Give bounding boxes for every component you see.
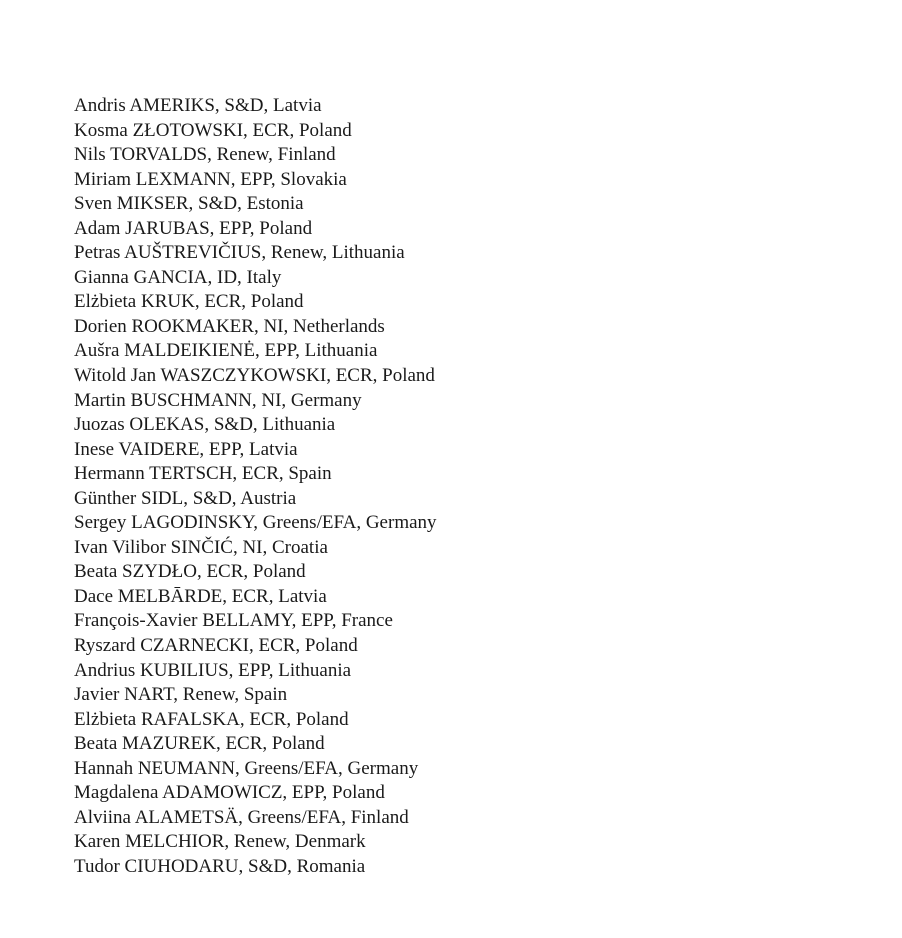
member-entry: Elżbieta KRUK, ECR, Poland	[74, 291, 304, 313]
member-entry: Beata SZYDŁO, ECR, Poland	[74, 561, 306, 583]
member-list	[74, 94, 437, 880]
member-entry: Javier NART, Renew, Spain	[74, 684, 288, 706]
member-entry: Nils TORVALDS, Renew, Finland	[74, 144, 336, 166]
member-entry: Ivan Vilibor SINČIĆ, NI, Croatia	[74, 536, 328, 558]
member-entry: Sven MIKSER, S&D, Estonia	[74, 193, 304, 215]
member-entry: Dorien ROOKMAKER, NI, Netherlands	[74, 315, 385, 337]
member-entry: Andris AMERIKS, S&D, Latvia	[74, 95, 322, 116]
member-entry: Gianna GANCIA, ID, Italy	[74, 266, 282, 288]
member-entry: François-Xavier BELLAMY, EPP, France	[74, 610, 393, 632]
member-entry: Andrius KUBILIUS, EPP, Lithuania	[74, 659, 352, 681]
member-entry: Beata MAZUREK, ECR, Poland	[74, 733, 325, 755]
member-entry: Aušra MALDEIKIENĖ, EPP, Lithuania	[74, 340, 378, 362]
member-entry: Inese VAIDERE, EPP, Latvia	[74, 438, 298, 460]
member-entry: Dace MELBĀRDE, ECR, Latvia	[74, 585, 327, 607]
member-entry: Hannah NEUMANN, Greens/EFA, Germany	[74, 757, 419, 779]
member-entry: Magdalena ADAMOWICZ, EPP, Poland	[74, 782, 385, 804]
member-entry: Martin BUSCHMANN, NI, Germany	[74, 389, 362, 411]
member-entry: Karen MELCHIOR, Renew, Denmark	[74, 831, 366, 853]
member-entry: Elżbieta RAFALSKA, ECR, Poland	[74, 708, 349, 730]
member-entry: Miriam LEXMANN, EPP, Slovakia	[74, 168, 347, 190]
member-entry: Petras AUŠTREVIČIUS, Renew, Lithuania	[74, 242, 405, 264]
member-entry: Witold Jan WASZCZYKOWSKI, ECR, Poland	[74, 365, 435, 387]
member-entry: Juozas OLEKAS, S&D, Lithuania	[74, 414, 336, 436]
member-entry: Kosma ZŁOTOWSKI, ECR, Poland	[74, 119, 352, 141]
member-entry: Sergey LAGODINSKY, Greens/EFA, Germany	[74, 512, 437, 534]
member-entry: Günther SIDL, S&D, Austria	[74, 487, 297, 509]
member-entry: Tudor CIUHODARU, S&D, Romania	[74, 855, 366, 877]
member-entry: Ryszard CZARNECKI, ECR, Poland	[74, 635, 358, 657]
member-entry: Hermann TERTSCH, ECR, Spain	[74, 463, 332, 485]
member-entry: Adam JARUBAS, EPP, Poland	[74, 217, 313, 239]
member-entry: Alviina ALAMETSÄ, Greens/EFA, Finland	[74, 806, 409, 828]
